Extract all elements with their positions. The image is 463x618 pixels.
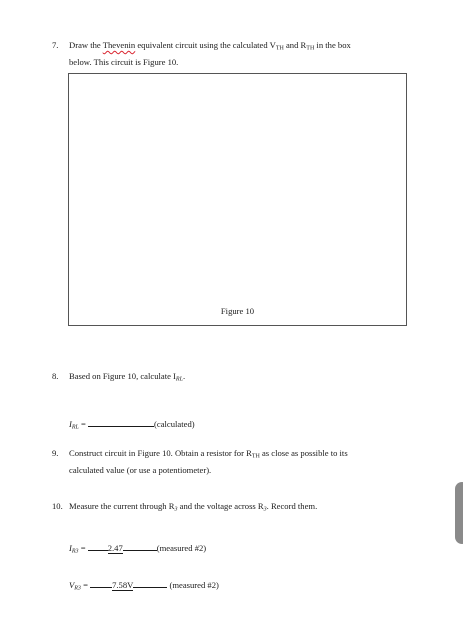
q8-answer-line (69, 418, 195, 431)
q10-voltage-eq: = (80, 580, 91, 590)
q10-current-value[interactable]: 2.47 (107, 543, 123, 553)
scrollbar-thumb[interactable] (455, 482, 463, 544)
q9-line1-sub: TH (251, 453, 260, 460)
q8-ir-italic (175, 371, 186, 383)
q10-voltage-value[interactable]: 7.58V (112, 580, 134, 590)
q8-answer-blank[interactable] (88, 418, 154, 427)
q10-text (69, 501, 317, 513)
q8-answer-label: I (69, 419, 72, 429)
q7-text-b: equivalent circuit using the calculated V (135, 40, 276, 50)
q7-number: 7. (52, 40, 59, 50)
q8-text-end: . (182, 371, 186, 381)
q7-thevenin-word: Thevenin (102, 40, 136, 50)
q10-current-eq: = (78, 543, 88, 553)
q10-voltage-line (69, 579, 219, 592)
q10-current-blank-post (123, 542, 157, 551)
q10-voltage-blank-post (133, 579, 167, 588)
q9-line1-a: Construct circuit in Figure 10. Obtain a resistor for R (69, 448, 252, 458)
q9-line1-b: as close as possible to its (259, 448, 348, 458)
q10-current-blank-pre (88, 542, 108, 551)
q10-voltage-label: V (69, 580, 75, 590)
q10-voltage-note: (measured #2) (167, 580, 219, 590)
q10-current-note: (measured #2) (156, 543, 207, 553)
q8-number: 8. (52, 371, 59, 381)
q10-sub-b: 3 (263, 506, 267, 513)
figure-10-box (68, 73, 407, 326)
q8-answer-eq: = (78, 419, 89, 429)
q7-text-a: Draw the (69, 40, 103, 50)
q8-text-main: Based on Figure 10, calculate I (69, 371, 176, 381)
q10-current-sub: R3 (71, 548, 79, 555)
q9-text-line1 (69, 448, 348, 460)
q10-voltage-sub: R3 (74, 585, 81, 592)
q7-sub-rth: TH (306, 45, 315, 52)
q10-current-line (69, 542, 206, 555)
q10-text-b: and the voltage across R (177, 501, 264, 511)
q10-text-a: Measure the current through R (69, 501, 175, 511)
q7-text-d: in the box (314, 40, 351, 50)
q8-answer-suffix: (calculated) (154, 419, 195, 429)
q7-text-line1 (69, 40, 351, 52)
q8-sub: RL (175, 376, 183, 383)
figure-caption: Figure 10 (220, 306, 255, 316)
q10-number: 10. (52, 501, 63, 511)
q10-current-label: I (69, 543, 72, 553)
q8-text (69, 371, 185, 383)
q7-sub-vth: TH (275, 45, 284, 52)
q7-text-c: and R (283, 40, 307, 50)
q10-text-c: . Record them. (266, 501, 318, 511)
q10-sub-a: 3 (174, 506, 178, 513)
q7-text-line2: below. This circuit is Figure 10. (69, 57, 179, 67)
q9-text-line2: calculated value (or use a potentiometer). (69, 465, 212, 475)
q8-answer-sub: RL (71, 424, 79, 431)
q9-number: 9. (52, 448, 59, 458)
q10-voltage-blank-pre (90, 579, 112, 588)
